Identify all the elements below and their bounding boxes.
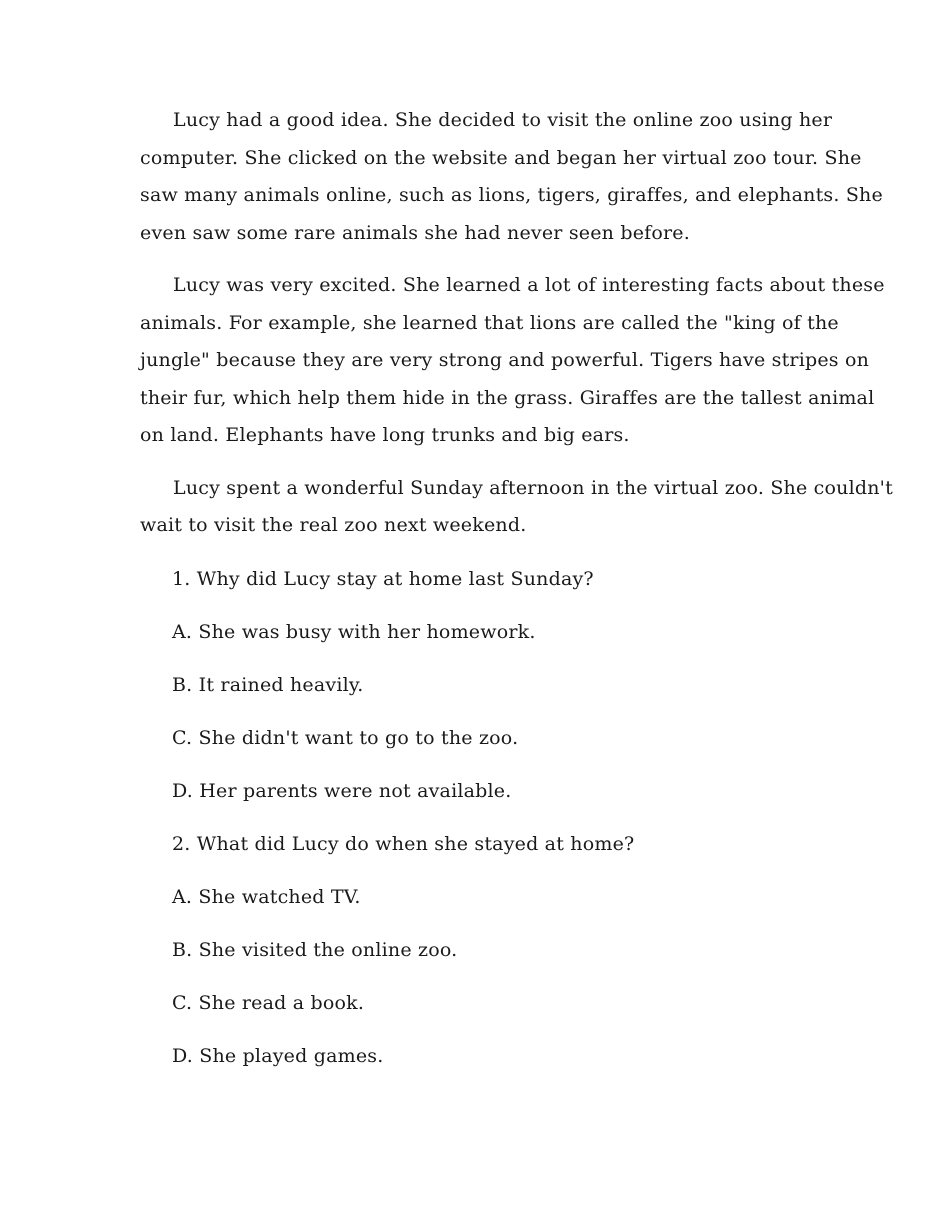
question-2-option-a: A. She watched TV. [172, 886, 361, 908]
passage-line: animals. For example, she learned that lions are called the "king of the [140, 311, 839, 334]
passage-line: Lucy was very excited. She learned a lot of interesting facts about these [173, 274, 885, 296]
passage-line: saw many animals online, such as lions, tigers, giraffes, and elephants. She [140, 184, 883, 206]
passage-line: wait to visit the real zoo next weekend. [140, 514, 527, 536]
passage-paragraph-2 [140, 267, 950, 455]
question-1-option-b: B. It rained heavily. [172, 674, 364, 696]
passage-line: on land. Elephants have long trunks and big ears. [140, 424, 630, 446]
passage-line: computer. She clicked on the website and began her virtual zoo tour. She [140, 146, 862, 169]
question-2-option-c: C. She read a book. [172, 992, 365, 1014]
question-1-option-c: C. She didn't want to go to the zoo. [172, 727, 519, 749]
question-2-option-b: B. She visited the online zoo. [172, 939, 458, 961]
question-1-option-d: D. Her parents were not available. [172, 780, 512, 802]
passage-line: even saw some rare animals she had never seen before. [140, 221, 690, 244]
question-2-option-d: D. She played games. [172, 1045, 384, 1067]
passage-line: Lucy spent a wonderful Sunday afternoon in the virtual zoo. She couldn't [173, 476, 893, 499]
reading-passage [140, 102, 950, 560]
passage-line: jungle" because they are very strong and powerful. Tigers have stripes on [140, 349, 870, 371]
question-1-option-a: A. She was busy with her homework. [172, 621, 536, 643]
question-2: 2. What did Lucy do when she stayed at home? [172, 833, 635, 855]
passage-paragraph-1 [140, 102, 950, 252]
question-section [172, 562, 634, 1092]
question-1: 1. Why did Lucy stay at home last Sunday? [172, 568, 594, 590]
passage-line: their fur, which help them hide in the grass. Giraffes are the tallest animal [140, 386, 875, 409]
passage-line: Lucy had a good idea. She decided to visit the online zoo using her [173, 109, 833, 131]
passage-paragraph-3 [140, 470, 950, 545]
